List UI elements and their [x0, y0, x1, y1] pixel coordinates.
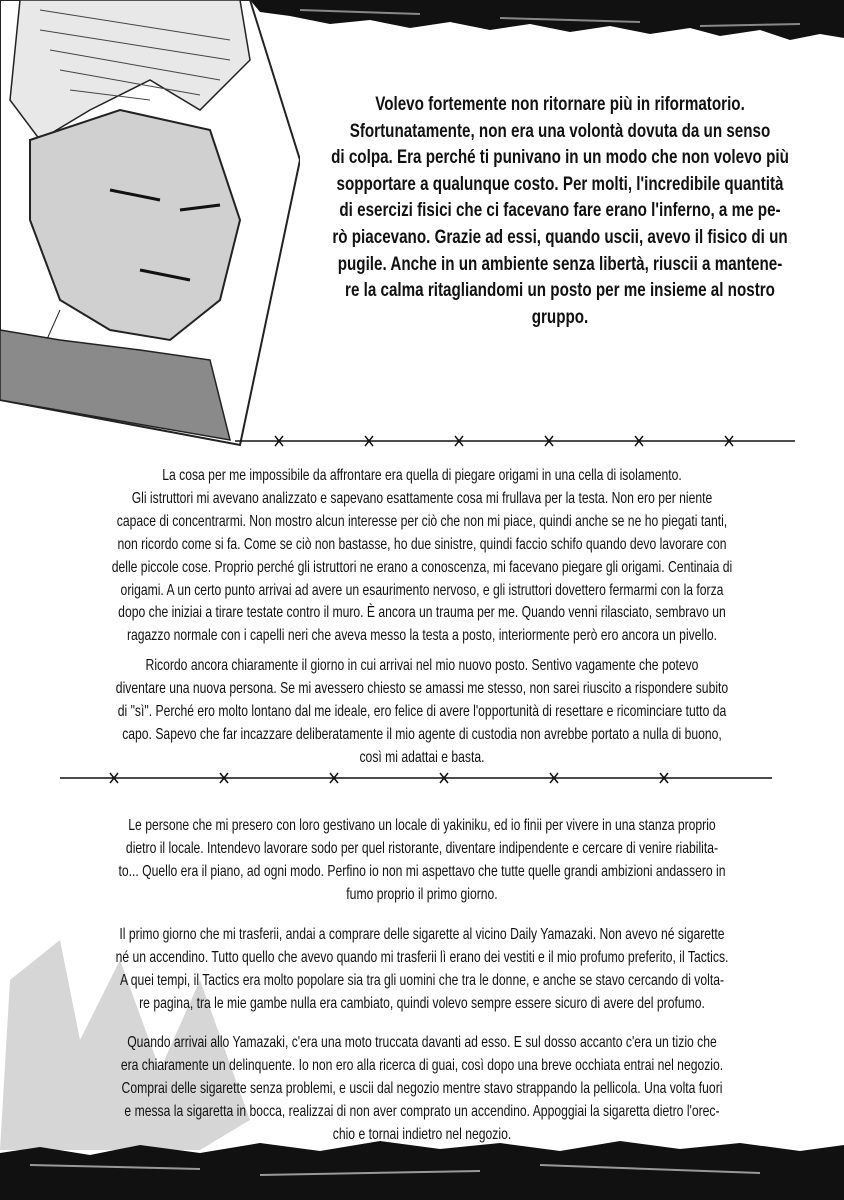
intro-line: rò piacevano. Grazie ad essi, quando uscii, avevo il fisico di un [332, 226, 788, 248]
barbed-wire-divider [60, 771, 772, 785]
story-paragraph [56, 815, 789, 907]
intro-line: sopportare a qualunque costo. Per molti, l'incredibile quantità [336, 173, 784, 195]
paragraph-line: Gli istruttori mi avevano analizzato e sapevano esattamente cosa mi frullava per la testa. Non ero per niente [131, 489, 713, 507]
paragraph-line: né un accendino. Tutto quello che avevo quando mi trasferii lì erano dei vestiti e il mio profumo preferito, il Tactics. [115, 948, 729, 966]
paragraph-line: La cosa per me impossibile da affrontare era quella di piegare origami in una cella di isolamento. [162, 467, 682, 484]
story-paragraph [56, 465, 789, 648]
story-paragraph [56, 1032, 789, 1147]
paragraph-line: chio e tornai indietro nel negozio. [332, 1125, 512, 1143]
paragraph-line: Il primo giorno che mi trasferii, andai a comprare delle sigarette al vicino Daily Yamazaki. Non avevo né sigarette [119, 926, 725, 943]
paragraph-line: Le persone che mi presero con loro gestivano un locale di yakiniku, ed io finii per vivere in una stanza proprio [128, 817, 716, 834]
paragraph-line: Comprai delle sigarette senza problemi, e uscii dal negozio mentre stavo strappando la pellicola. Una volta fuori [121, 1079, 723, 1097]
intro-line: gruppo. [531, 306, 589, 328]
paragraph-line: origami. A un certo punto arrivai ad avere un esaurimento nervoso, e gli istruttori dovettero fermarmi con la forza [120, 581, 724, 599]
paragraph-line: to... Quello era il piano, ad ogni modo. Perfino io non mi aspettavo che tutte quelle grandi ambizioni andassero in [118, 862, 726, 880]
character-portrait-illustration [0, 0, 300, 470]
story-paragraph [56, 655, 789, 770]
paragraph-line: e messa la sigaretta in bocca, realizzai di non aver comprato un accendino. Appoggiai la sigaretta dietro l'orec- [124, 1102, 720, 1120]
intro-line: di colpa. Era perché ti punivano in un modo che non volevo più [331, 147, 789, 169]
intro-line: Sfortunatamente, non era una volontà dovuta da un senso [349, 120, 771, 142]
intro-line: pugile. Anche in un ambiente senza libertà, riuscii a mantene- [337, 253, 783, 275]
paragraph-line: non ricordo come si fa. Come se ciò non bastasse, ho due sinistre, quindi faccio schifo quando devo lavorare con [117, 535, 727, 553]
paragraph-line: diventare una nuova persona. Se mi avessero chiesto se amassi me stesso, non sarei riuscito a rispondere subito [115, 679, 729, 697]
intro-line: re la calma ritagliandomi un posto per me insieme al nostro [345, 280, 775, 302]
paragraph-line: così mi adattai e basta. [359, 748, 485, 766]
paragraph-line: Ricordo ancora chiaramente il giorno in cui arrivai nel mio nuovo posto. Sentivo vagamente che potevo [145, 657, 699, 674]
paragraph-line: capo. Sapevo che far incazzare deliberatamente il mio agente di custodia non avrebbe portato a nulla di buono, [122, 725, 722, 743]
paragraph-line: dopo che iniziai a tirare testate contro il muro. È ancora un trauma per me. Quando venni rilasciato, sembravo un [118, 604, 726, 622]
paragraph-line: fumo proprio il primo giorno. [346, 885, 498, 903]
paragraph-line: di "sì". Perché ero molto lontano dal me ideale, ero felice di avere l'opportunità di resettare e ricominciare tutto da [117, 702, 727, 720]
paragraph-line: capace di concentrarmi. Non mostro alcun interesse per ciò che non mi piace, quindi anche se ne ho piegati tanti, [116, 512, 728, 530]
paragraph-line: re pagina, tra le mie gambe nulla era cambiato, quindi volevo sempre essere sicuro di avere del profumo. [139, 994, 705, 1012]
intro-line: Volevo fortemente non ritornare più in riformatorio. [375, 94, 745, 115]
torn-ink-border-bottom [0, 1135, 844, 1200]
paragraph-line: ragazzo normale con i capelli neri che aveva messo la testa a posto, interiormente però ero ancora un pivello. [126, 627, 718, 645]
intro-paragraph [328, 92, 792, 331]
paragraph-line: delle piccole cose. Proprio perché gli istruttori ne erano a conoscenza, mi facevano piegare gli origami. Centinaia di [111, 558, 733, 576]
paragraph-line: A quei tempi, il Tactics era molto popolare sia tra gli uomini che tra le donne, e anche se stavo cercando di volta- [119, 971, 725, 989]
paragraph-line: dietro il locale. Intendevo lavorare sodo per quel ristorante, diventare indipendente e cercare di venire riabilita- [125, 839, 719, 857]
paragraph-line: Quando arrivai allo Yamazaki, c'era una moto truccata davanti ad esso. E sul dosso accanto c'era un tizio che [127, 1034, 717, 1051]
barbed-wire-divider [235, 434, 795, 448]
paragraph-line: era chiaramente un delinquente. Io non ero alla ricerca di guai, così dopo una breve occhiata entrai nel negozio. [120, 1056, 724, 1074]
intro-line: di esercizi fisici che ci facevano fare erano l'inferno, a me pe- [339, 200, 781, 222]
story-paragraph [56, 924, 789, 1016]
